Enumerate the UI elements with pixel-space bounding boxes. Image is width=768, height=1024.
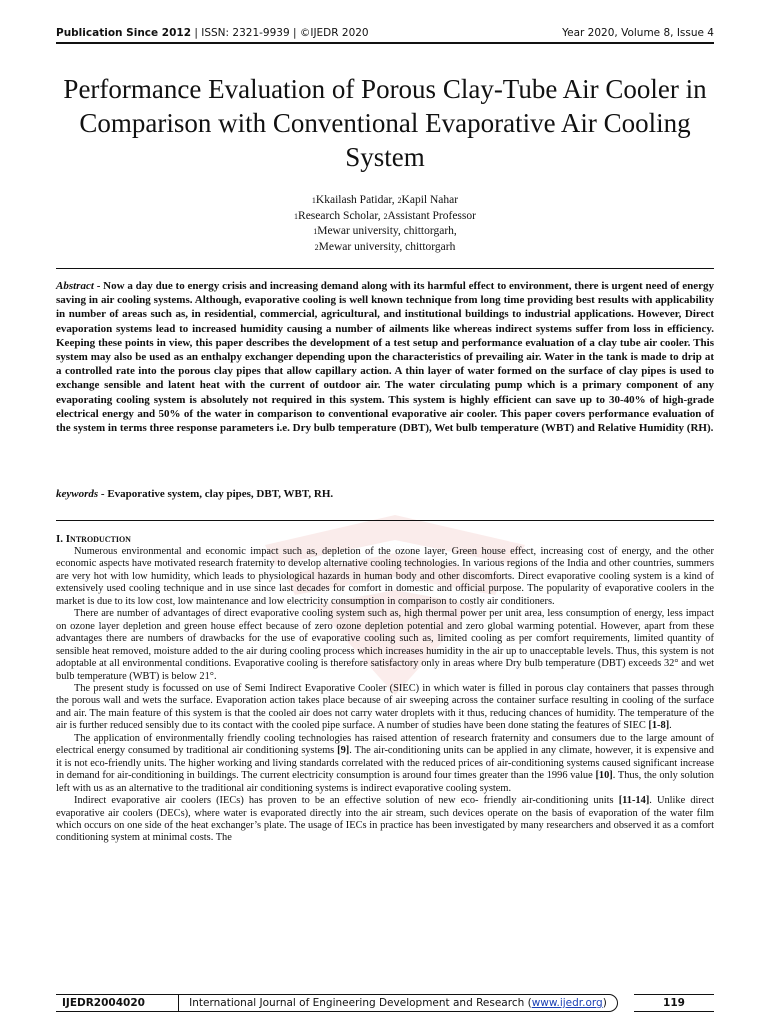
header-publication-since: Publication Since 2012 [56,27,192,39]
paper-title: Performance Evaluation of Porous Clay-Tube Air Cooler in Comparison with Conventional Evaporative Air Cooling System [63,74,707,172]
header-volume: Year 2020, Volume 8, Issue 4 [562,27,714,39]
citation: [1-8] [648,720,670,732]
intro-paragraph-2: There are number of advantages of direct evaporative cooling system such as, high thermal power per unit area, less consumption of energy, less impact on ozone layer depletion and green house effect because of zero ozone depletion potential and zero global warming potential. However, apart from these advantages there are numbers of drawbacks for the use of evaporative cooling such as, limited cooling as per comfort requirements, limited quantity of sensible heat removed, moisture added to the air during cooling process which increases humidity in the air up to unacceptable levels. Thus, this system is not adoptable at all environmental conditions. Evaporative cooling is therefore satisfactory only in areas where Dry bulb temperature (DBT) exceeds 32° and wet bulb temperature (WBT) is below 21°. [56,608,714,682]
header-issn: | ISSN: 2321-9939 | ©IJEDR 2020 [191,27,369,39]
page-footer [56,992,714,1014]
citation: [11-14] [618,795,650,807]
abstract-text: - Now a day due to energy crisis and increasing demand along with its harmful effect to environment, there is urgent need of energy saving in air cooling systems. Although, evaporative cooling is well known technique from long time providing best results with applicability in number of areas such as, in residential, commercial, agricultural, and institutional buildings to industrial applications. However, Direct evaporation systems lead to increased humidity causing a number of ailments like whereas indirect systems suffer from loss in efficiency. Keeping these points in view, this paper describes the development of a test setup and performance evaluation of a clay tube air cooler. This system may also be used as an enthalpy exchanger depending upon the characteristics of prevailing air. Water in the tank is made to drip at a controlled rate into the porous clay pipes that allow capillary action. A thin layer of water formed on the surface of clay pipes is used to exchange sensible and latent heat with the current of outdoor air. The water circulating pump which is a primary component of any evaporating cooling system is absolutely not required in this system. This system is highly efficient can save up to 30-40% of high-grade electrical energy and 50% of the water in comparison to conventional evaporative air cooler. This paper covers performance evaluation of the system in terms three response parameters i.e. Dry bulb temperature (DBT), Wet bulb temperature (WBT) and Relative Humidity (RH). [56,280,714,435]
keywords-label: keywords [56,488,99,500]
intro-paragraph-4: The application of environmentally friendly cooling technologies has raised attention of research fraternity and consumers due to the large amount of electrical energy consumed by traditional air conditioning systems [9]. The air-conditioning units can be applied in any climate, however, it is expensive and it is not eco-friendly units. The higher working and living standards correlated with the reduced prices of air-conditioning systems caused significant increase in demand for air-conditioning in buildings. The current electricity consumption is around four times greater than the 1996 value [10]. Thus, the only solution left with us as an alternative to the traditional air conditioning systems is indirect evaporative cooling system. [56,732,714,794]
author-block [56,193,714,255]
footer-journal: International Journal of Engineering Development and Research (www.ijedr.org) [178,994,618,1012]
abstract-label: Abstract [56,280,94,292]
keywords [56,487,714,501]
introduction-body [56,546,714,845]
citation: [9] [337,745,350,757]
intro-paragraph-1: Numerous environmental and economic impact such as, depletion of the ozone layer, Green house effect, increasing cost of energy, and the other economic aspects have motivated research fraternity to develop alternative cooling technologies. In various regions of the India and other countries, summers are very hot with low humidity, which leads to physiological hazards in human body and other discomforts. Direct evaporative cooling system is a kind of extensively used cooling technique and in use since last decades for comfort in domestic and official purpose. The popularity of evaporative coolers in the market is due to its low cost, low maintenance and low electricity consumption in comparison to costly air conditioners. [56,546,714,607]
header-rule [56,42,714,44]
abstract-bottom-rule [56,520,714,521]
author-names: 1Kkailash Patidar, 2Kapil Nahar [311,194,459,206]
intro-paragraph-3: The present study is focussed on use of Semi Indirect Evaporative Cooler (SIEC) in which water is filled in porous clay containers that passes through the porous wall and wets the surface. Evaporation action takes place because of air sweeping across the container surface resulting in cooling of the surface and air. The main feature of this system is that the cooled air does not carry water droplets with it thus, reducing chances of humidity. The temperature of the air is further reduced sensibly due to its contact with the cooled pipe surface. A number of studies have been done stating the features of SIEC [1-8]. [56,682,714,732]
author-roles: 1Research Scholar, 2Assistant Professor [294,209,476,222]
header-publication-info [56,27,369,39]
author-affiliation-2: 2Mewar university, chittorgarh [314,240,456,253]
citation: [10] [595,770,613,782]
section-heading-introduction: I. Introduction [56,533,131,545]
journal-url-link[interactable]: www.ijedr.org [531,997,603,1009]
author-affiliation-1: 1Mewar university, chittorgarh, [313,225,457,237]
footer-paper-id: IJEDR2004020 [56,994,180,1012]
abstract [56,279,714,435]
page-number: 119 [634,994,714,1012]
intro-paragraph-5: Indirect evaporative air coolers (IECs) has proven to be an effective solution of new eco- friendly air-conditioning units [11-14]. Unlike direct evaporative air coolers (DECs), where water is evaporated directly into the air stream, such devices operate on the basis of evaporation of the water film which occurs on one side of the heat exchanger’s plate. The usage of IECs in practice has been investigated by many researchers and observed it as a comfort conditioning system at minimal costs. The [56,795,714,844]
keywords-text: - Evaporative system, clay pipes, DBT, WBT, RH. [98,488,334,500]
abstract-top-rule [56,268,714,269]
